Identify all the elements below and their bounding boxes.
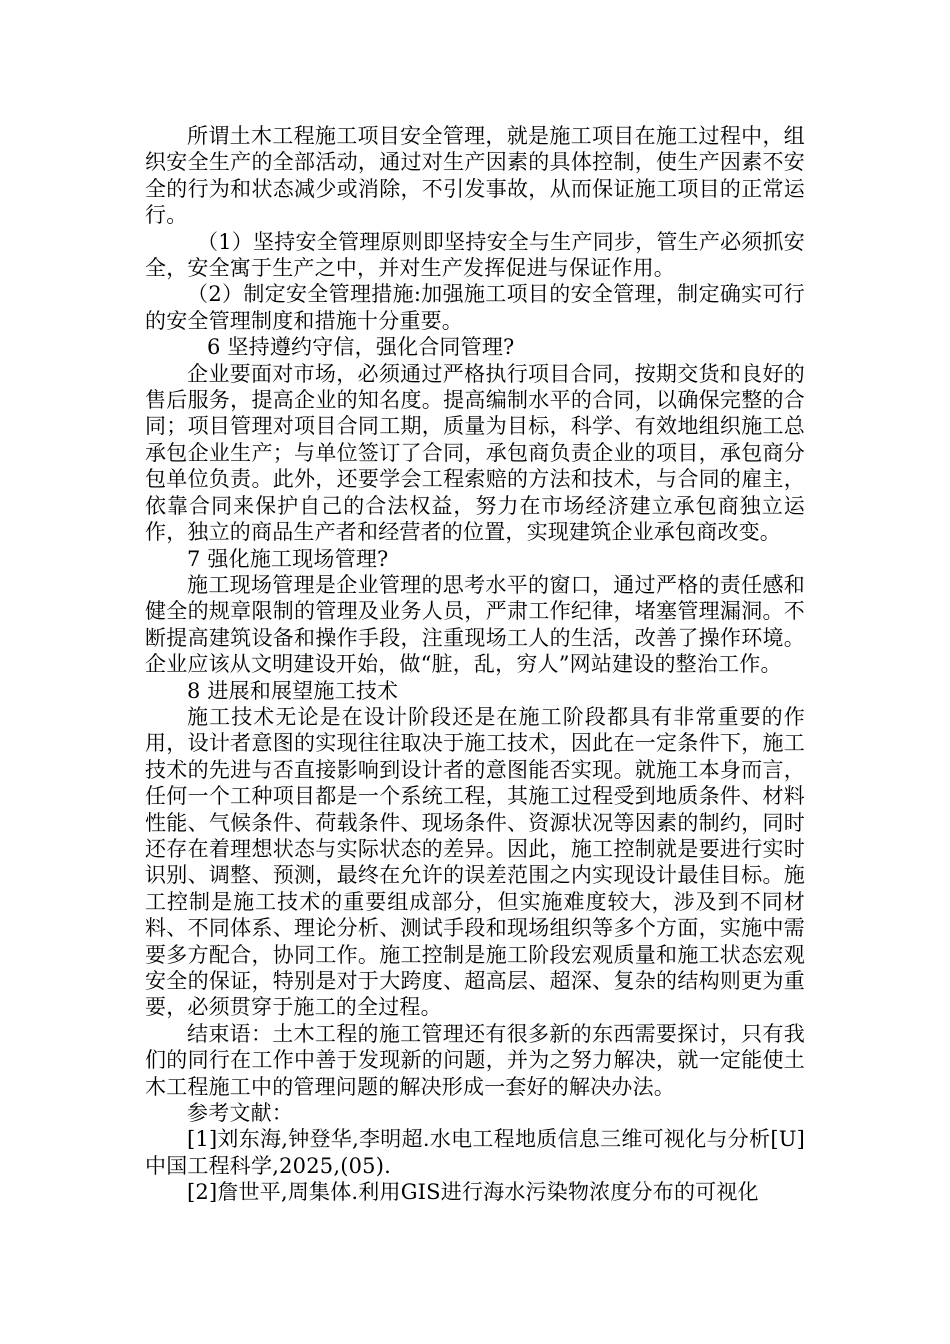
paragraph-conclusion: 结束语：土木工程的施工管理还有很多新的东西需要探讨，只有我们的同行在工作中善于发现新的问题，并为之努力解决，就一定能使土木工程施工中的管理问题的解决形成一套好的解决办法。 [145, 1021, 805, 1099]
paragraph-safety-measures: （2）制定安全管理措施:加强施工项目的安全管理，制定确实可行的安全管理制度和措施十分重要。 [145, 282, 805, 333]
paragraph-safety-definition: 所谓土木工程施工项目安全管理，就是施工项目在施工过程中，组织安全生产的全部活动，通过对生产因素的具体控制，使生产因素不安全的行为和状态减少或消除，不引发事故，从而保证施工项目的正常运行。 [145, 124, 805, 228]
section-heading-6: 6 坚持遵约守信，强化合同管理? [207, 335, 515, 360]
paragraph-contract-management: 企业要面对市场，必须通过严格执行项目合同，按期交货和良好的售后服务，提高企业的知名度。提高编制水平的合同，以确保完整的合同；项目管理对项目合同工期，质量为目标，科学、有效地组织施工总承包企业生产；与单位签订了合同，承包商负责企业的项目，承包商分包单位负责。此外，还要学会工程索赔的方法和技术，与合同的雇主，依靠合同来保护自己的合法权益，努力在市场经济建立承包商独立运作，独立的商品生产者和经营者的位置，实现建筑企业承包商改变。 [145, 361, 805, 545]
paragraph-safety-principle: （1）坚持安全管理原则即坚持安全与生产同步，管生产必须抓安全，安全寓于生产之中，并对生产发挥促进与保证作用。 [145, 229, 805, 281]
reference-item-2: [2]詹世平,周集体.利用GIS进行海水污染物浓度分布的可视化 [187, 1180, 759, 1205]
reference-item-1: [1]刘东海,钟登华,李明超.水电工程地质信息三维可视化与分析[U]中国工程科学,2025,(05). [145, 1127, 805, 1178]
paragraph-construction-technology: 施工技术无论是在设计阶段还是在施工阶段都具有非常重要的作用，设计者意图的实现往往取决于施工技术，因此在一定条件下，施工技术的先进与否直接影响到设计者的意图能否实现。就施工本身而言，任何一个工种项目都是一个系统工程，其施工过程受到地质条件、材料性能、气候条件、荷载条件、现场条件、资源状况等因素的制约，同时还存在着理想状态与实际状态的差异。因此，施工控制就是要进行实时识别、调整、预测，最终在允许的误差范围之内实现设计最佳目标。施工控制是施工技术的重要组成部分，但实施难度较大，涉及到不同材料、不同体系、理论分析、测试手段和现场组织等多个方面，实施中需要多方配合，协同工作。施工控制是施工阶段宏观质量和施工状态宏观安全的保证，特别是对于大跨度、超高层、超深、复杂的结构则更为重要，必须贯穿于施工的全过程。 [145, 704, 805, 1020]
section-heading-8: 8 进展和展望施工技术 [187, 678, 399, 703]
references-heading: 参考文献： [187, 1101, 293, 1126]
document-page [145, 123, 805, 1206]
paragraph-site-management: 施工现场管理是企业管理的思考水平的窗口，通过严格的责任感和健全的规章限制的管理及业务人员，严肃工作纪律，堵塞管理漏洞。不断提高建筑设备和操作手段，注重现场工人的生活，改善了操作环境。企业应该从文明建设开始，做“脏，乱，穷人”网站建设的整治工作。 [145, 572, 805, 677]
section-heading-7: 7 强化施工现场管理? [187, 546, 389, 571]
